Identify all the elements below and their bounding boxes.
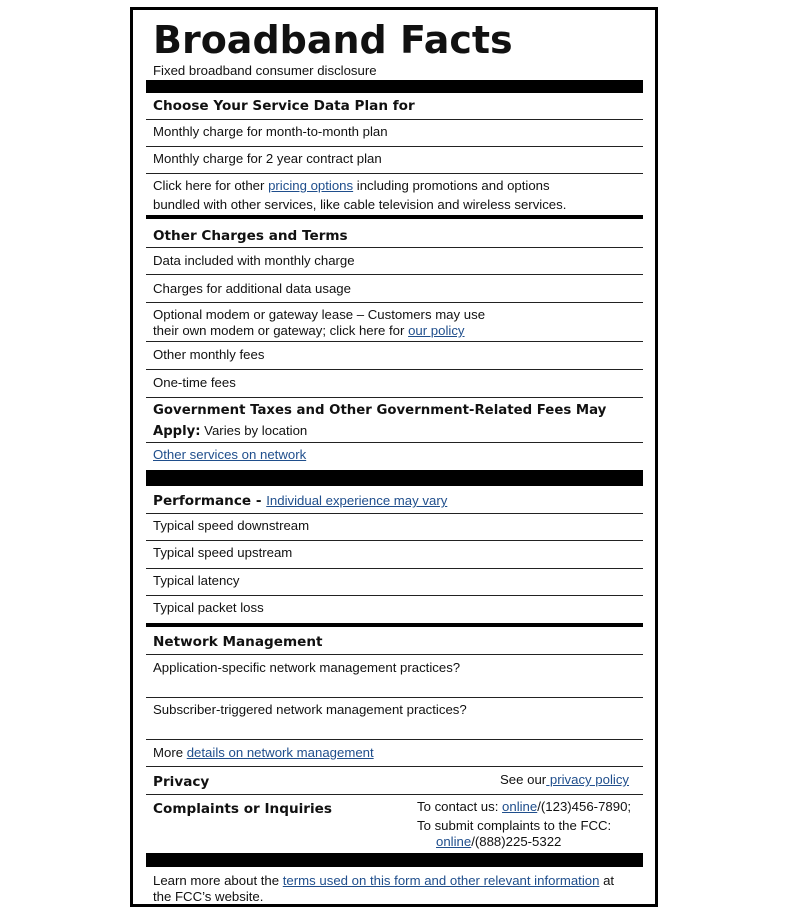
- our-policy-link[interactable]: our policy: [408, 323, 465, 338]
- typical-packet-loss: Typical packet loss: [153, 600, 264, 615]
- footer-line-2: the FCC’s website.: [153, 889, 264, 904]
- charges-heading: Other Charges and Terms: [153, 228, 348, 244]
- typical-speed-upstream: Typical speed upstream: [153, 545, 293, 560]
- divider: [146, 697, 643, 698]
- network-more-text: More: [153, 745, 187, 760]
- divider: [146, 568, 643, 569]
- pricing-text-post: including promotions and options: [353, 178, 550, 193]
- complaints-heading: Complaints or Inquiries: [153, 801, 332, 817]
- footer-text: Learn more about the: [153, 873, 283, 888]
- modem-line-2: [153, 322, 465, 340]
- taxes-heading: Government Taxes and Other Government-Related Fees May: [153, 403, 607, 418]
- data-included: Data included with monthly charge: [153, 253, 355, 268]
- subscriber-triggered: Subscriber-triggered network management practices?: [153, 702, 467, 717]
- contact-text: To contact us:: [417, 799, 503, 814]
- typical-latency: Typical latency: [153, 573, 240, 588]
- thick-divider: [146, 623, 643, 627]
- divider: [146, 739, 643, 740]
- privacy-policy-link[interactable]: privacy policy: [546, 772, 630, 787]
- network-details-link[interactable]: details on network management: [186, 745, 374, 760]
- divider: [146, 369, 643, 370]
- pricing-options-link[interactable]: pricing options: [268, 178, 354, 193]
- divider: [146, 766, 643, 767]
- terms-link[interactable]: terms used on this form and other relevant information: [282, 873, 600, 888]
- network-more-line: [153, 744, 374, 762]
- pricing-line-2: bundled with other services, like cable television and wireless services.: [153, 197, 567, 212]
- fcc-online-link[interactable]: online: [436, 834, 472, 849]
- divider: [146, 442, 643, 443]
- divider: [146, 794, 643, 795]
- divider: [146, 247, 643, 248]
- other-services-line: [153, 446, 306, 464]
- fcc-complaints-text: To submit complaints to the FCC:: [417, 818, 612, 833]
- modem-line-1: Optional modem or gateway lease – Customers may use: [153, 307, 486, 322]
- taxes-apply-label: Apply:: [153, 424, 201, 439]
- monthly-month-to-month: Monthly charge for month-to-month plan: [153, 124, 388, 139]
- divider: [146, 654, 643, 655]
- page-title: Broadband Facts: [153, 18, 513, 62]
- pricing-line: [153, 177, 550, 195]
- privacy-heading: Privacy: [153, 774, 210, 790]
- contact-phone: /(123)456-7890;: [537, 799, 632, 814]
- typical-speed-downstream: Typical speed downstream: [153, 518, 310, 533]
- fcc-line: [436, 833, 561, 851]
- individual-experience-link[interactable]: Individual experience may vary: [266, 493, 448, 508]
- network-heading: Network Management: [153, 634, 323, 650]
- privacy-line: [500, 771, 629, 789]
- contact-online-link[interactable]: online: [502, 799, 538, 814]
- plan-heading: Choose Your Service Data Plan for: [153, 98, 415, 114]
- performance-heading: Performance -: [153, 493, 267, 509]
- privacy-text: See our: [500, 772, 547, 787]
- divider: [146, 274, 643, 275]
- one-time-fees: One-time fees: [153, 375, 236, 390]
- divider: [146, 119, 643, 120]
- other-services-link[interactable]: Other services on network: [153, 447, 307, 462]
- divider: [146, 595, 643, 596]
- divider: [146, 173, 643, 174]
- performance-heading-line: [153, 492, 447, 510]
- other-monthly-fees: Other monthly fees: [153, 347, 265, 362]
- contact-line: [417, 798, 631, 816]
- monthly-two-year: Monthly charge for 2 year contract plan: [153, 151, 382, 166]
- divider: [146, 146, 643, 147]
- section-bar: [146, 470, 643, 486]
- additional-data: Charges for additional data usage: [153, 281, 351, 296]
- taxes-line: [153, 422, 307, 441]
- divider: [146, 302, 643, 303]
- fcc-phone: /(888)225-5322: [471, 834, 562, 849]
- section-bar: [146, 80, 643, 93]
- thick-divider: [146, 215, 643, 219]
- footer-text-post: at: [599, 873, 615, 888]
- application-specific: Application-specific network management practices?: [153, 660, 461, 675]
- taxes-value: Varies by location: [200, 423, 308, 438]
- divider: [146, 341, 643, 342]
- divider: [146, 513, 643, 514]
- section-bar: [146, 853, 643, 867]
- divider: [146, 540, 643, 541]
- pricing-text: Click here for other: [153, 178, 269, 193]
- subtitle: Fixed broadband consumer disclosure: [153, 63, 377, 78]
- divider: [146, 397, 643, 398]
- modem-text: their own modem or gateway; click here for: [153, 323, 409, 338]
